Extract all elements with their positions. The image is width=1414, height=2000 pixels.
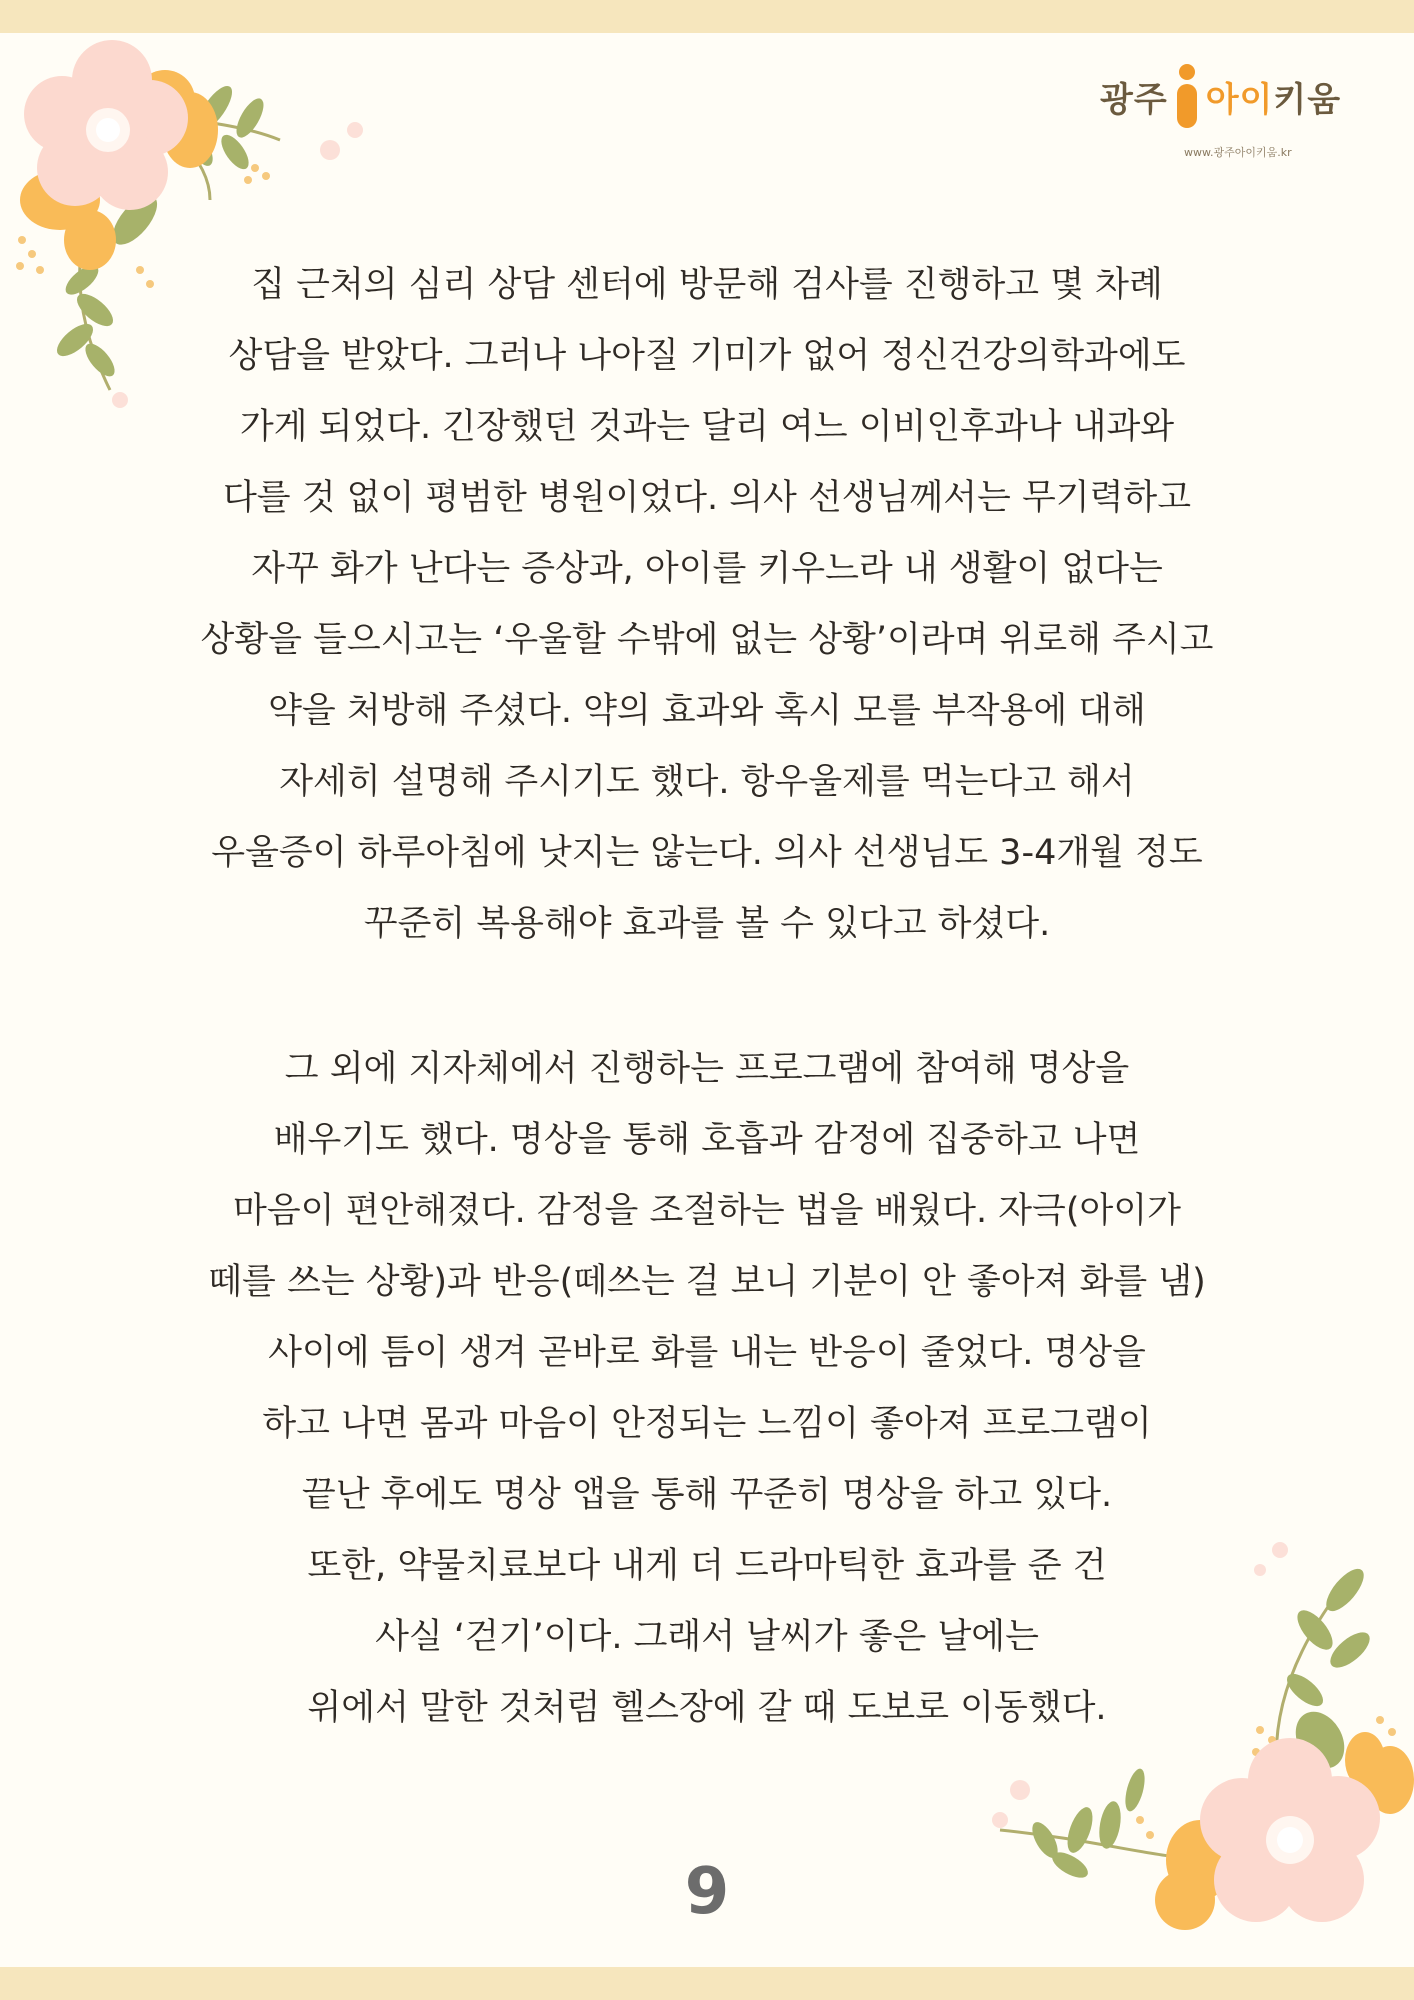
- logo-word-right: 키움: [1273, 79, 1342, 120]
- text-line: 그 외에 지자체에서 진행하는 프로그램에 참여해 명상을: [284, 1049, 1130, 1089]
- text-line: 꾸준히 복용해야 효과를 볼 수 있다고 하셨다.: [363, 904, 1051, 944]
- child-figure-icon: [1172, 63, 1202, 129]
- text-line: 가게 되었다. 긴장했던 것과는 달리 여느 이비인후과나 내과와: [239, 407, 1175, 447]
- text-line: 다를 것 없이 평범한 병원이었다. 의사 선생님께서는 무기력하고: [222, 478, 1192, 518]
- text-line: 약을 처방해 주셨다. 약의 효과와 혹시 모를 부작용에 대해: [268, 691, 1146, 731]
- logo-word-left: 광주: [1100, 79, 1168, 120]
- text-line: 사실 ‘걷기’이다. 그래서 날씨가 좋은 날에는: [375, 1617, 1039, 1657]
- text-line: 우울증이 하루아침에 낫지는 않는다. 의사 선생님도 3-4개월 정도: [211, 833, 1203, 873]
- text-line: 자꾸 화가 난다는 증상과, 아이를 키우느라 내 생활이 없다는: [251, 549, 1163, 589]
- logo-url: www.광주아이키움.kr: [1184, 146, 1292, 159]
- text-line: 마음이 편안해졌다. 감정을 조절하는 법을 배웠다. 자극(아이가: [233, 1191, 1181, 1231]
- text-line: 상황을 들으시고는 ‘우울할 수밖에 없는 상황’이라며 위로해 주시고: [200, 620, 1214, 660]
- logo: [1100, 62, 1360, 162]
- text-line: 하고 나면 몸과 마음이 안정되는 느낌이 좋아져 프로그램이: [262, 1404, 1152, 1444]
- text-line: 자세히 설명해 주시기도 했다. 항우울제를 먹는다고 해서: [279, 762, 1135, 802]
- text-line: 위에서 말한 것처럼 헬스장에 갈 때 도보로 이동했다.: [307, 1688, 1107, 1728]
- text-line: 상담을 받았다. 그러나 나아질 기미가 없어 정신건강의학과에도: [228, 336, 1186, 376]
- logo-wordmark: [1100, 62, 1341, 130]
- logo-word-middle: 아이: [1205, 79, 1274, 120]
- paragraph-2: [110, 1034, 1304, 1744]
- text-line: 또한, 약물치료보다 내게 더 드라마틱한 효과를 준 건: [307, 1546, 1107, 1586]
- page-number: 9: [684, 1855, 730, 1929]
- text-line: 끝난 후에도 명상 앱을 통해 꾸준히 명상을 하고 있다.: [301, 1475, 1113, 1515]
- top-band: [0, 0, 1414, 33]
- bottom-band: [0, 1967, 1414, 2000]
- text-line: 사이에 틈이 생겨 곧바로 화를 내는 반응이 줄었다. 명상을: [268, 1333, 1146, 1373]
- text-line: 배우기도 했다. 명상을 통해 호흡과 감정에 집중하고 나면: [273, 1120, 1141, 1160]
- text-line: 떼를 쓰는 상황)과 반응(떼쓰는 걸 보니 기분이 안 좋아져 화를 냄): [208, 1262, 1206, 1302]
- text-line: 집 근처의 심리 상담 센터에 방문해 검사를 진행하고 몇 차례: [251, 265, 1163, 305]
- paragraph-1: [110, 250, 1304, 960]
